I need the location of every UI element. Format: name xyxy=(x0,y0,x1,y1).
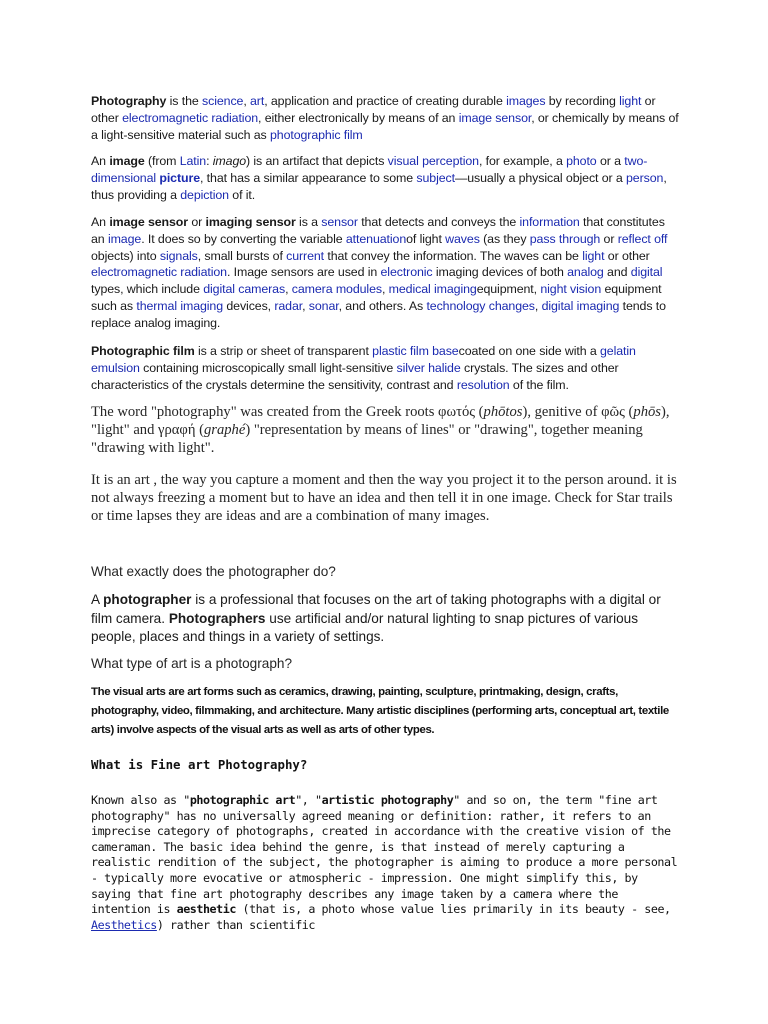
text: is the xyxy=(166,94,203,108)
link-digital-cameras[interactable]: digital cameras xyxy=(203,282,286,297)
paragraph-visual-arts: The visual arts are art forms such as ceramics, drawing, painting, sculpture, printmaking, design, crafts, photography, video, filmmaking, and architecture. Many artistic disciplines (performing arts, conceptual art, textile arts) involve aspects of the visual arts as well as arts of other types. xyxy=(91,686,669,736)
link-sensor[interactable]: sensor xyxy=(321,215,358,229)
text: —usually a physical object or a xyxy=(454,170,627,185)
term-photography: Photography xyxy=(91,94,167,108)
text: , and others. As xyxy=(338,298,427,313)
link-current[interactable]: current xyxy=(286,248,325,263)
link-thermal-imaging[interactable]: thermal imaging xyxy=(136,298,224,313)
text: tends to replace analog imaging. xyxy=(91,298,666,330)
term-photographic-film: Photographic film xyxy=(91,344,195,358)
paragraph-image xyxy=(91,153,681,203)
text: (that is, a photo whose value lies primarily in its beauty - see, xyxy=(235,902,671,917)
link-photo[interactable]: photo xyxy=(566,154,597,168)
text: ) is an artifact that depicts xyxy=(246,154,388,168)
text: (as they xyxy=(479,231,530,246)
text: of the film. xyxy=(509,377,569,392)
text: or other xyxy=(604,248,650,263)
text: , xyxy=(381,282,389,297)
term-image-sensor: image sensor xyxy=(109,215,188,229)
link-light[interactable]: light xyxy=(582,248,605,263)
text: An xyxy=(91,154,110,168)
greek-transliteration: phōs xyxy=(633,404,661,420)
text: coated on one side with a xyxy=(458,344,600,358)
text: , either electronically by means of an xyxy=(258,110,459,125)
text: use artificial and/or natural lighting to snap pictures of various people, places and things in a variety of settings. xyxy=(91,610,639,645)
link-image-sensor[interactable]: image sensor xyxy=(458,110,532,125)
greek-transliteration: graphé xyxy=(203,422,246,438)
text: of light xyxy=(406,231,446,246)
link-radar[interactable]: radar xyxy=(274,298,303,313)
text: Known also as " xyxy=(91,793,190,807)
text: " and so on, the term "fine art photography" has no universally agreed meaning or definition: rather, it refers to an imprecise category of photographs, created in accordance with the creative vision of the cameraman. The basic idea behind the genre, is that instead of merely capturing a realistic rendition of the subject, the photographer is aiming to produce a more personal - typically more evocative or atmospheric - impression. One might simplify this, by saying that fine art photography describes any image taken by a camera where the intention is xyxy=(91,793,678,917)
text: that convey the information. The waves can be xyxy=(324,248,583,263)
heading-fine-art-photography: What is Fine art Photography? xyxy=(91,757,308,772)
link-picture[interactable] xyxy=(159,171,200,185)
link-electromagnetic-radiation[interactable]: electromagnetic radiation xyxy=(91,265,227,280)
link-night-vision[interactable]: night vision xyxy=(540,282,602,297)
text: by recording xyxy=(545,94,620,108)
link-depiction[interactable]: depiction xyxy=(180,187,229,202)
link-electronic[interactable]: electronic xyxy=(380,265,433,280)
text: imaging devices of both xyxy=(432,265,568,280)
term-artistic-photography: artistic photography xyxy=(321,793,454,807)
link-information[interactable]: information xyxy=(519,215,580,229)
paragraph-etymology xyxy=(91,403,681,457)
text: An xyxy=(91,215,110,229)
text: crystals. The sizes and other characteristics of the crystals determine the sensitivity, contrast and xyxy=(91,360,619,392)
link-latin[interactable]: Latin xyxy=(179,154,207,168)
link-visual-perception[interactable]: visual perception xyxy=(387,154,479,168)
text: or xyxy=(600,231,618,246)
text: that constitutes an xyxy=(91,215,665,246)
link-gelatin-emulsion[interactable]: gelatin emulsion xyxy=(91,344,636,375)
text: : xyxy=(206,154,213,168)
term-aesthetic: aesthetic xyxy=(176,902,236,917)
text: equipment such as xyxy=(91,282,662,313)
paragraph-photographer xyxy=(91,591,681,647)
text: is a strip or sheet of transparent xyxy=(194,344,373,358)
text: . It does so by converting the variable xyxy=(141,231,346,246)
link-waves[interactable]: waves xyxy=(445,231,480,246)
link-digital[interactable]: digital xyxy=(630,265,663,280)
paragraph-photographic-film xyxy=(91,343,681,393)
text: , xyxy=(302,298,309,313)
text: , or chemically by means of a light-sensitive material such as xyxy=(91,110,679,142)
term-image: image xyxy=(109,154,145,168)
text: , xyxy=(285,282,292,297)
text: The word "photography" was created from the Greek roots φωτός ( xyxy=(91,404,484,420)
link-art[interactable]: art xyxy=(250,94,265,108)
link-sonar[interactable]: sonar xyxy=(308,298,339,313)
link-signals[interactable]: signals xyxy=(159,248,198,263)
link-light[interactable]: light xyxy=(619,94,642,108)
term-photographer: photographer xyxy=(103,592,192,607)
text: , application and practice of creating durable xyxy=(264,94,507,108)
text: , thus providing a xyxy=(91,170,667,202)
link-plastic-film-base[interactable]: plastic film base xyxy=(372,344,459,358)
greek-transliteration: phōtos xyxy=(483,404,523,420)
text: equipment, xyxy=(476,282,541,297)
link-reflect-off[interactable]: reflect off xyxy=(617,231,668,246)
term-photographic-art: photographic art xyxy=(189,793,296,807)
link-resolution[interactable]: resolution xyxy=(456,377,510,392)
link-picture-label: picture xyxy=(159,170,200,185)
text: A xyxy=(91,592,104,607)
text: is a professional that focuses on the art of taking photographs with a digital or film camera. xyxy=(91,592,661,626)
text: , for example, a xyxy=(478,154,567,168)
text: types, which include xyxy=(91,282,204,297)
text: ) "representation by means of lines" or "drawing", together meaning "drawing with light". xyxy=(91,422,643,456)
text: , that has a similar appearance to some xyxy=(200,170,417,185)
link-aesthetics[interactable]: Aesthetics xyxy=(91,917,157,932)
text: devices, xyxy=(223,298,275,313)
text: ", " xyxy=(295,793,322,807)
text: that detects and conveys the xyxy=(357,215,520,229)
text: objects) into xyxy=(91,248,160,263)
paragraph-fine-art xyxy=(91,793,681,933)
link-science[interactable]: science xyxy=(202,94,244,108)
link-silver-halide[interactable]: silver halide xyxy=(396,360,461,375)
text: or xyxy=(188,215,206,229)
text: or other xyxy=(91,94,656,125)
link-electromagnetic-radiation[interactable]: electromagnetic radiation xyxy=(122,110,259,125)
text: or a xyxy=(596,154,625,168)
link-two-dimensional[interactable]: two-dimensional xyxy=(91,154,648,185)
question-photographer: What exactly does the photographer do? xyxy=(91,564,336,579)
link-pass-through[interactable]: pass through xyxy=(529,231,601,246)
link-digital-imaging[interactable]: digital imaging xyxy=(541,298,620,313)
question-art-type: What type of art is a photograph? xyxy=(91,656,293,671)
link-images[interactable]: images xyxy=(506,94,546,108)
link-subject[interactable]: subject xyxy=(416,170,455,185)
text: , xyxy=(534,298,542,313)
text: and xyxy=(603,265,631,280)
text: ), "light" and γραφή ( xyxy=(91,404,670,438)
text: ) rather than scientific xyxy=(156,917,315,932)
text: is a xyxy=(295,215,322,229)
text: containing microscopically small light-sensitive xyxy=(139,360,397,375)
link-technology-changes[interactable]: technology changes xyxy=(426,298,535,313)
link-analog[interactable]: analog xyxy=(567,265,604,280)
link-image[interactable]: image xyxy=(107,231,142,246)
text: of it. xyxy=(228,187,256,202)
link-photographic-film[interactable]: photographic film xyxy=(270,127,363,142)
paragraph-photography xyxy=(91,93,681,143)
term-photographers: Photographers xyxy=(168,610,266,626)
text: , small bursts of xyxy=(197,248,287,263)
link-camera-modules[interactable]: camera modules xyxy=(291,282,382,297)
link-attenuation[interactable]: attenuation xyxy=(345,231,407,246)
link-person[interactable]: person xyxy=(626,170,664,185)
text: . Image sensors are used in xyxy=(226,265,381,280)
text: , xyxy=(243,94,251,108)
text: (from xyxy=(144,154,180,168)
term-imaging-sensor: imaging sensor xyxy=(205,215,296,229)
latin-word: imago xyxy=(212,154,247,168)
paragraph-art-note: It is an art , the way you capture a moment and then the way you project it to the person around. it is not always freezing a moment but to have an idea and then tell it in one image. Check for Star trails or time lapses they are ideas and are a combination of many images. xyxy=(91,472,677,524)
paragraph-image-sensor xyxy=(91,214,681,332)
text: ), genitive of φῶς ( xyxy=(522,404,634,420)
link-medical-imaging[interactable]: medical imaging xyxy=(388,282,477,297)
